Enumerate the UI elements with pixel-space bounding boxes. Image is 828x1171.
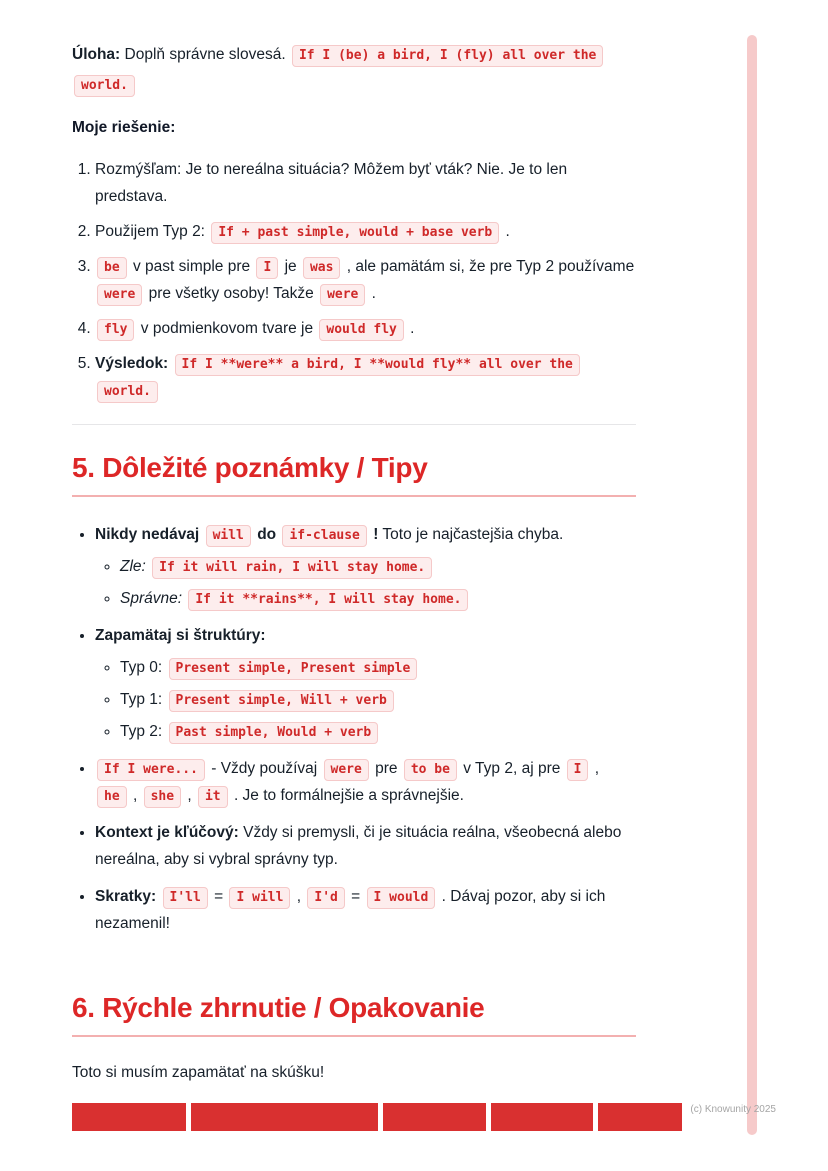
inline-text: Zapamätaj si štruktúry:: [95, 627, 266, 644]
inline-code: If it **rains**, I will stay home.: [188, 589, 468, 611]
list-item: [120, 654, 636, 681]
inline-text: Vždy si premysli, či je situácia reálna, všeobecná alebo nereálna, aby si vybral správny typ.: [95, 824, 622, 868]
step-text: [95, 258, 634, 302]
inline-text: .: [367, 285, 376, 302]
bullet-text: [95, 824, 621, 868]
inline-text: Rozmýšľam: Je to nereálna situácia? Môžem byť vták? Nie. Je to len predstava.: [95, 161, 568, 205]
inline-code: she: [144, 786, 181, 808]
table-header-cell: [72, 1103, 186, 1131]
footer-table-header-row: [72, 1103, 682, 1131]
sub-list: [95, 654, 636, 745]
inline-text: Nikdy nedávaj: [95, 526, 200, 543]
inline-code: to be: [404, 759, 457, 781]
inline-text: Úloha:: [72, 46, 121, 63]
inline-text: .: [501, 223, 510, 240]
step-text: [95, 320, 414, 337]
bullet-text: [95, 760, 599, 804]
inline-text: Typ 1:: [120, 691, 167, 708]
inline-text: . Je to formálnejšie a správnejšie.: [229, 787, 464, 804]
inline-code: I'd: [307, 887, 344, 909]
section-6-heading: 6. Rýchle zhrnutie / Opakovanie: [72, 991, 636, 1037]
list-item: [95, 156, 636, 210]
table-header-cell: [491, 1103, 593, 1131]
section-divider: [72, 424, 636, 425]
sub-list: [95, 553, 636, 612]
solution-steps-list: [72, 156, 636, 404]
inline-text: Skratky:: [95, 888, 157, 905]
list-item: [120, 553, 636, 580]
document-content: [72, 40, 636, 1085]
inline-text: .: [405, 320, 415, 337]
list-item: [95, 755, 636, 809]
inline-text: Toto je najčastejšia chyba.: [378, 526, 564, 543]
inline-text: Použijem Typ 2:: [95, 223, 210, 240]
inline-code: will: [206, 525, 251, 547]
inline-code: If + past simple, would + base verb: [211, 222, 499, 244]
section-5-heading: 5. Dôležité poznámky / Tipy: [72, 451, 636, 497]
inline-code: be: [97, 257, 127, 279]
inline-text: Správne:: [120, 590, 183, 607]
inline-text: Výsledok:: [95, 355, 169, 372]
inline-code: fly: [97, 319, 134, 341]
inline-text: v Typ 2, aj pre: [458, 760, 565, 777]
inline-code: Present simple, Present simple: [169, 658, 418, 680]
notes-list: [72, 521, 636, 937]
list-item: [95, 521, 636, 612]
table-header-cell: [598, 1103, 682, 1131]
inline-text: pre: [370, 760, 402, 777]
list-item: [95, 883, 636, 937]
inline-text: [156, 888, 160, 905]
inline-text: [276, 526, 280, 543]
bullet-text: [95, 526, 563, 543]
inline-code: would fly: [319, 319, 403, 341]
inline-code: I would: [367, 887, 436, 909]
inline-text: [168, 355, 172, 372]
bullet-text: [120, 659, 419, 676]
bullet-text: [120, 590, 470, 607]
bullet-text: [95, 888, 605, 932]
inline-text: [182, 590, 186, 607]
inline-text: pre všetky osoby! Takže: [144, 285, 319, 302]
list-item: [120, 718, 636, 745]
inline-code: if-clause: [282, 525, 366, 547]
inline-code: he: [97, 786, 127, 808]
inline-text: [146, 558, 150, 575]
table-header-cell: [191, 1103, 378, 1131]
inline-text: ,: [183, 787, 196, 804]
bullet-text: [120, 691, 396, 708]
list-item: [120, 585, 636, 612]
inline-code: I'll: [163, 887, 208, 909]
list-item: [95, 622, 636, 745]
inline-code: were: [320, 284, 365, 306]
list-item: [120, 686, 636, 713]
inline-code: I: [567, 759, 589, 781]
bullet-text: [120, 723, 380, 740]
inline-code: it: [198, 786, 228, 808]
task-paragraph: [72, 40, 636, 100]
inline-text: Zle:: [120, 558, 146, 575]
list-item: [95, 315, 636, 342]
scrollbar-thumb[interactable]: [747, 35, 757, 1135]
bullet-text: [120, 558, 434, 575]
inline-text: - Vždy používaj: [206, 760, 322, 777]
inline-code: If I were...: [97, 759, 205, 781]
list-item: [95, 218, 636, 245]
inline-text: . Dávaj pozor, aby si ich nezamenil!: [95, 888, 606, 932]
inline-text: v past simple pre: [128, 258, 255, 275]
list-item: [95, 253, 636, 307]
inline-code: Present simple, Will + verb: [169, 690, 394, 712]
inline-code: If I (be) a bird, I (fly) all over the world.: [74, 45, 603, 97]
inline-code: I will: [229, 887, 290, 909]
inline-text: Typ 0:: [120, 659, 167, 676]
step-text: [95, 355, 582, 399]
copyright-text: (c) Knowunity 2025: [690, 1104, 776, 1115]
inline-text: =: [209, 888, 228, 905]
list-item: [95, 350, 636, 404]
list-item: [95, 819, 636, 873]
inline-code: If it will rain, I will stay home.: [152, 557, 432, 579]
inline-text: ,: [292, 888, 306, 905]
inline-text: Doplň správne slovesá.: [120, 46, 290, 63]
inline-code: If I **were** a bird, I **would fly** all over the world.: [97, 354, 580, 403]
inline-text: , ale pamätám si, že pre Typ 2 používame: [342, 258, 635, 275]
inline-code: Past simple, Would + verb: [169, 722, 379, 744]
inline-text: !: [373, 526, 379, 543]
inline-text: je: [280, 258, 301, 275]
inline-text: Typ 2:: [120, 723, 167, 740]
step-text: [95, 223, 510, 240]
inline-text: Kontext je kľúčový:: [95, 824, 239, 841]
inline-text: do: [257, 526, 277, 543]
step-text: [95, 161, 567, 205]
inline-text: [199, 526, 203, 543]
inline-text: ,: [128, 787, 142, 804]
solution-title: Moje riešenie:: [72, 119, 176, 136]
inline-code: was: [303, 257, 340, 279]
inline-code: I: [256, 257, 278, 279]
summary-paragraph: Toto si musím zapamätať na skúšku!: [72, 1064, 325, 1081]
inline-code: were: [324, 759, 369, 781]
inline-text: ,: [590, 760, 600, 777]
table-header-cell: [383, 1103, 486, 1131]
inline-text: v podmienkovom tvare je: [136, 320, 318, 337]
bullet-text: [95, 627, 266, 644]
inline-code: were: [97, 284, 142, 306]
inline-text: =: [346, 888, 365, 905]
